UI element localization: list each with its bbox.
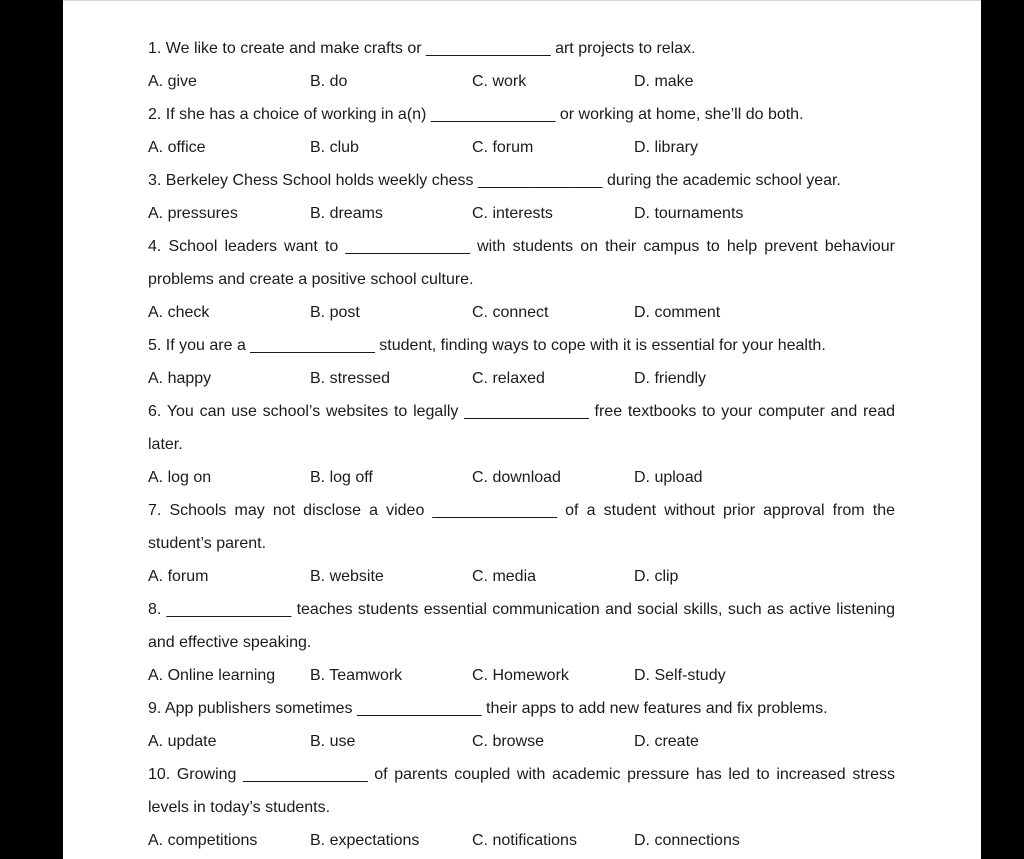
option-d: D. library [634,139,699,156]
option-b: B. post [310,304,360,321]
option-b: B. stressed [310,370,391,387]
option-a: A. update [148,733,217,750]
question-text: 1. We like to create and make crafts or ______________ art projects to relax. [148,40,696,57]
option-c: C. download [472,469,561,486]
option-a: A. forum [148,568,209,585]
option-b: B. Teamwork [310,667,403,684]
option-d: D. friendly [634,370,707,387]
option-c: C. browse [472,733,545,750]
options-row [148,824,895,857]
options-row [148,296,895,329]
option-d: D. tournaments [634,205,744,222]
question-text: 4. School leaders want to ______________ with students on their campus to help prevent behaviour problems and create a positive school culture. [148,238,895,288]
option-a: A. check [148,304,210,321]
option-b: B. use [310,733,356,750]
options-row [148,659,895,692]
question-text: 3. Berkeley Chess School holds weekly chess ______________ during the academic school year. [148,172,841,189]
option-a: A. log on [148,469,212,486]
option-d: D. clip [634,568,679,585]
option-a: A. pressures [148,205,238,222]
question-list [148,32,895,857]
option-b: B. website [310,568,384,585]
options-row [148,725,895,758]
right-black-bar [981,0,1024,859]
question-text: 2. If she has a choice of working in a(n) ______________ or working at home, she’ll do both. [148,106,804,123]
option-c: C. work [472,73,527,90]
option-d: D. connections [634,832,740,849]
option-c: C. forum [472,139,534,156]
options-row [148,461,895,494]
options-row [148,362,895,395]
left-black-bar [0,0,63,859]
option-a: A. competitions [148,832,258,849]
option-b: B. dreams [310,205,383,222]
option-a: A. Online learning [148,667,276,684]
option-b: B. club [310,139,359,156]
option-c: C. notifications [472,832,577,849]
question-text: 8. ______________ teaches students essential communication and social skills, such as active listening and effective speaking. [148,601,895,651]
question-text: 9. App publishers sometimes ______________ their apps to add new features and fix problems. [148,700,828,717]
question-text: 6. You can use school’s websites to legally ______________ free textbooks to your computer and read later. [148,403,895,453]
question-text: 5. If you are a ______________ student, finding ways to cope with it is essential for your health. [148,337,826,354]
document-page [63,0,981,859]
options-row [148,65,895,98]
options-row [148,560,895,593]
options-row [148,197,895,230]
options-row [148,131,895,164]
option-a: A. give [148,73,197,90]
option-d: D. create [634,733,699,750]
option-c: C. media [472,568,537,585]
question-text: 10. Growing ______________ of parents coupled with academic pressure has led to increased stress levels in today’s students. [148,766,895,816]
option-c: C. connect [472,304,549,321]
option-a: A. happy [148,370,212,387]
option-c: C. interests [472,205,553,222]
option-d: D. Self-study [634,667,726,684]
option-c: C. Homework [472,667,569,684]
question-text: 7. Schools may not disclose a video ______________ of a student without prior approval from the student’s parent. [148,502,895,552]
option-b: B. log off [310,469,373,486]
option-d: D. upload [634,469,703,486]
option-d: D. make [634,73,694,90]
option-a: A. office [148,139,206,156]
option-b: B. do [310,73,348,90]
option-d: D. comment [634,304,721,321]
option-c: C. relaxed [472,370,545,387]
option-b: B. expectations [310,832,420,849]
